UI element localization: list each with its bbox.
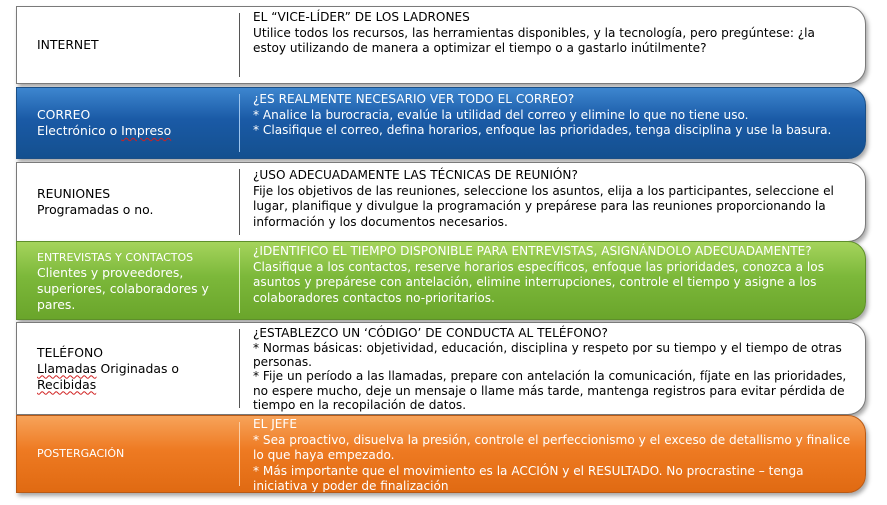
row-title: ¿ES REALMENTE NECESARIO VER TODO EL CORREO?: [253, 92, 575, 106]
divider: [239, 94, 240, 152]
row-content: [253, 244, 851, 306]
row-label-cell: [17, 88, 239, 158]
row-entrevistas: [16, 241, 866, 320]
row-body: * Sea proactivo, disuelva la presión, controle el perfeccionismo y el exceso de detallismo y finalice lo que haya empezado.: [253, 432, 851, 462]
row-label: ENTREVISTAS Y CONTACTOS: [37, 251, 194, 264]
divider: [239, 169, 240, 235]
row-content: [253, 326, 851, 412]
row-label-cell: [17, 416, 239, 492]
row-label: REUNIONES: [37, 186, 111, 201]
row-reuniones: [16, 162, 866, 242]
divider: [239, 13, 240, 77]
row-label-cell: [17, 242, 239, 319]
row-label: CORREO: [37, 107, 91, 122]
row-body: Clasifique a los contactos, reserve horarios específicos, enfoque las prioridades, conozca a los asuntos y prepárese con antelación, elimine interrupciones, controle el tiempo y asigne a los colaboradores contactos no-prioritarios.: [253, 259, 824, 305]
row-label: TELÉFONO: [37, 344, 104, 360]
row-label: INTERNET: [37, 37, 99, 52]
row-content: [253, 168, 851, 230]
row-correo: [16, 87, 866, 159]
row-sublabel: [37, 123, 239, 139]
row-title: ¿USO ADECUADAMENTE LAS TÉCNICAS DE REUNIÓN?: [253, 168, 578, 182]
row-label-cell: [17, 7, 239, 83]
row-title: ¿ESTABLEZCO UN ‘CÓDIGO’ DE CONDUCTA AL TELÉFONO?: [253, 326, 608, 340]
row-body: * Fije un período a las llamadas, prepare con antelación la comunicación, fíjate en las prioridades, no espere mucho, deje un mensaje o llame más tarde, mantenga registros para evitar pérdida de tiempo en la recopilación de datos.: [253, 369, 847, 412]
row-label-cell: [17, 323, 239, 414]
row-content: [253, 417, 851, 493]
row-sublabel: Programadas o no.: [37, 202, 154, 217]
row-sublabel-misspelled: Impreso: [121, 123, 172, 138]
divider: [239, 422, 240, 486]
row-title: EL “VICE-LÍDER” DE LOS LADRONES: [253, 10, 470, 24]
row-body: Fije los objetivos de las reuniones, seleccione los asuntos, elija a los participantes, seleccione el lugar, planifique y divulgue la programación y prepárese para las reuniones proporcionando la información y los documentos necesarios.: [253, 183, 834, 229]
row-postergacion: [16, 415, 866, 493]
divider: [239, 248, 240, 313]
row-body: * Normas básicas: objetividad, educación, disciplina y respeto por su tiempo y el tiempo de otras personas.: [253, 341, 842, 370]
row-label: POSTERGACIÓN: [37, 447, 125, 460]
divider: [239, 329, 240, 408]
row-body: Utilice todos los recursos, las herramientas disponibles, y la tecnología, pero pregúntese: ¿la estoy utilizando de manera a optimizar el tiempo o a gastarlo inútilmente?: [253, 25, 815, 55]
row-content: [253, 92, 851, 139]
row-title: ¿IDENTIFICO EL TIEMPO DISPONIBLE PARA ENTREVISTAS, ASIGNÁNDOLO ADECUADAMENTE?: [253, 244, 812, 258]
row-title: EL JEFE: [253, 417, 298, 431]
row-sublabel: [37, 361, 239, 393]
row-body: * Más importante que el movimiento es la ACCIÓN y el RESULTADO. No procrastine – tenga iniciativa y poder de finalización: [253, 463, 804, 493]
row-sublabel-misspelled: Llamadas: [37, 360, 97, 376]
row-sublabel: Clientes y proveedores, superiores, colaboradores y pares.: [37, 265, 209, 312]
row-body: * Clasifique el correo, defina horarios, enfoque las prioridades, tenga disciplina y use la basura.: [253, 123, 832, 137]
row-sublabel-part: Electrónico o: [37, 123, 122, 138]
row-internet: [16, 6, 866, 84]
row-label-cell: [17, 163, 239, 241]
row-telefono: [16, 322, 866, 415]
row-sublabel-part: Originadas o: [96, 360, 179, 376]
row-sublabel-misspelled: Recibidas: [37, 376, 97, 392]
row-body: * Analice la burocracia, evalúe la utilidad del correo y elimine lo que no tiene uso.: [253, 107, 749, 122]
row-content: [253, 10, 851, 57]
